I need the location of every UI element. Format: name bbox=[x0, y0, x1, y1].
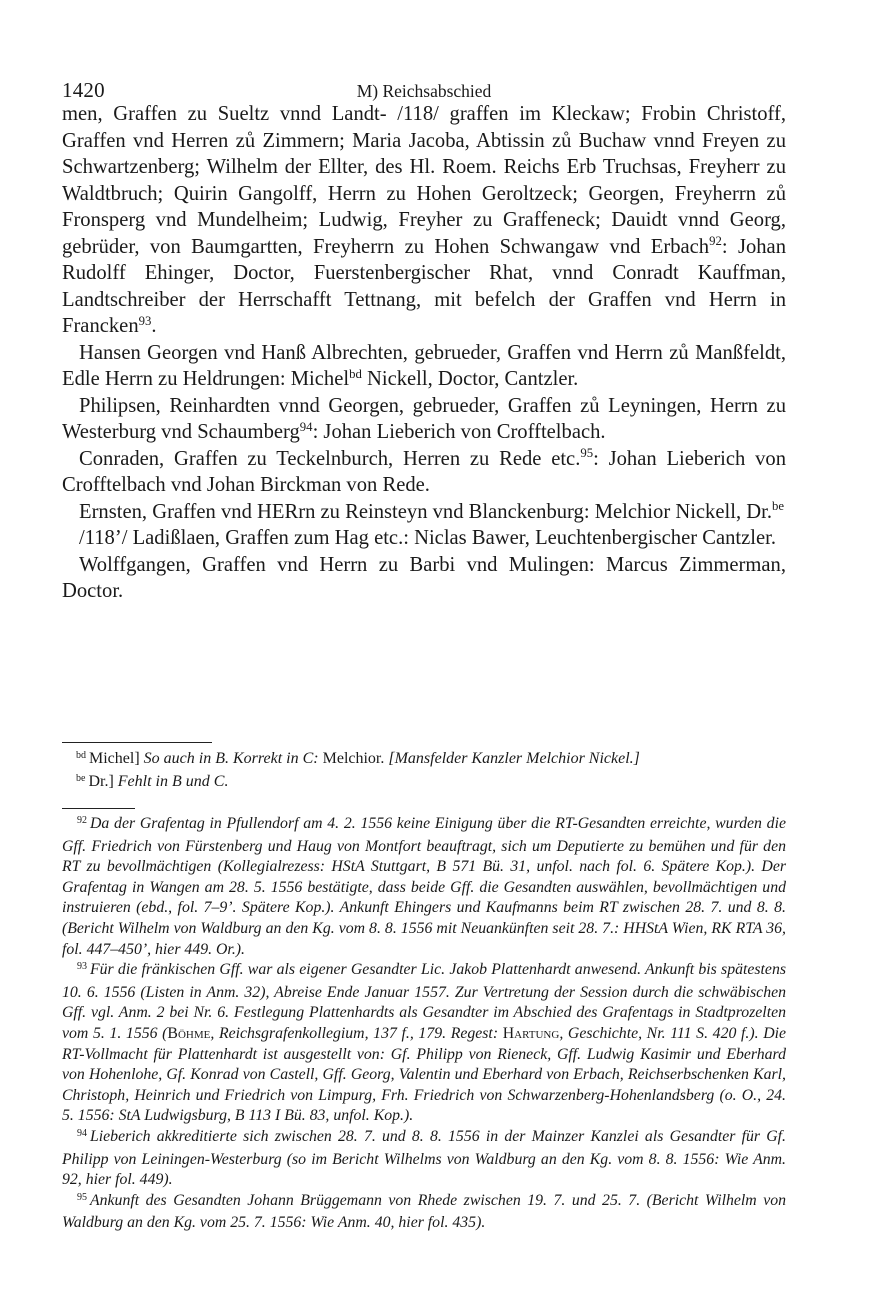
footnote-text: Ankunft des Gesandten Johann Brüggemann von Rhede zwischen 19. 7. und 25. 7. (Bericht Wilhelm von Waldburg an den Kg. vom 25. 7. 1556: Wie Anm. 40, hier fol. 435). bbox=[62, 1191, 786, 1232]
main-paragraph bbox=[62, 446, 786, 499]
apparatus-entry bbox=[62, 748, 786, 771]
paragraph-text: : Johan Lieberich von Crofftelbach vnd Johan Birckman von Rede. bbox=[62, 447, 787, 496]
running-head-title: M) Reichsabschied bbox=[356, 81, 492, 101]
footnote-number: 92 bbox=[77, 815, 87, 826]
paragraph-text: men, Graffen zu Sueltz vnnd Landt- /118/ graffen im Kleckaw; Frobin Christoff, Graffen vnd Herren zů Zimmern; Maria Jacoba, Abtissin zů Buchaw vnnd Freyen zu Schwartzenberg; Wilhelm der Ellter, des Hl. Roem. Reichs Erb Truchsas, Freyherr zu Waldtbruch; Quirin Gangolff, Herrn zu Hohen Geroltzeck; Georgen, Freyherrn zů Fronsperg vnd Mundelheim; Ludwig, Freyher zu Graffeneck; Dauidt vnnd Georg, gebrüder, von Baumgartten, Freyherrn zu Hohen Schwangaw vnd Erbach bbox=[62, 103, 786, 258]
author-name: Böhme bbox=[167, 1024, 211, 1042]
footnotes bbox=[62, 814, 786, 1234]
note-reference: bd bbox=[349, 366, 362, 381]
main-paragraph bbox=[62, 499, 786, 526]
footnote-text: , Geschichte, Nr. 111 S. 420 f.). Die RT-Vollmacht für Plattenhardt ist ausgestellt von: Gf. Philipp von Rieneck, Gff. Ludwig Kasimir und Eberhard von Hohenlohe, Gf. Konrad von Castell, Gff. Georg, Valentin und Eberhard von Erbach, Reichserbschenken Karl, Christoph, Heinrich und Friedrich von Limpurg, Frh. Friedrich von Schwarzenberg-Hohenlandsberg (o. O., 24. 5. 1556: StA Ludwigsburg, B 113 I Bü. 83, unfol. Kop.). bbox=[62, 1024, 786, 1125]
apparatus-lemma: Dr.] bbox=[88, 773, 114, 790]
footnote bbox=[62, 814, 786, 960]
apparatus-reading: Melchior. bbox=[318, 750, 389, 767]
author-name: Hartung bbox=[502, 1024, 560, 1042]
apparatus-entry bbox=[62, 771, 786, 794]
text-apparatus bbox=[62, 748, 786, 794]
note-reference: 95 bbox=[580, 446, 594, 461]
footnote-text: Lieberich akkreditierte sich zwischen 28. 7. und 8. 8. 1556 in der Mainzer Kanzlei als Gesandter für Gf. Philipp von Leiningen-Westerburg (so im Bericht Wilhelms von Waldburg an den Kg. vom 8. 8. 1556: Wie Anm. 92, hier fol. 449). bbox=[62, 1127, 786, 1189]
footnote-number: 94 bbox=[77, 1127, 87, 1139]
note-reference: 93 bbox=[138, 313, 152, 328]
paragraph-text: /118’/ Ladißlaen, Graffen zum Hag etc.: Niclas Bawer, Leuchtenbergischer Cantzler. bbox=[79, 527, 776, 549]
footnote-separator bbox=[62, 808, 135, 809]
footnote-text: Da der Grafentag in Pfullendorf am 4. 2. 1556 keine Einigung über die RT-Gesandten erreichte, wurden die Gff. Friedrich von Fürstenberg und Haug von Montfort beauftragt, sich um Deputierte zu bemühen und für den RT zu bevollmächtigen (Kollegialrezess: HStA Stuttgart, B 571 Bü. 31, unfol. nach fol. 6. Spätere Kop.). Der Grafentag in Wangen am 28. 5. 1556 bestätigte, dass beide Gff. die Gesandten auswählen, bevollmächtigen und instruieren (ebd., fol. 7–9’. Spätere Kop.). Ankunft Ehingers und Kaufmanns beim RT zwischen 28. 7. und 8. 8. (Bericht Wilhelm von Waldburg an den Kg. vom 8. 8. 1556 mit Neuankünften seit 28. 7.: HHStA Wien, RK RTA 36, fol. 447–450’, hier 449. Or.). bbox=[62, 815, 786, 958]
main-paragraph bbox=[62, 101, 786, 340]
main-text bbox=[62, 101, 786, 605]
paragraph-text: . bbox=[151, 315, 157, 337]
apparatus-mark: bd bbox=[76, 750, 86, 761]
apparatus-lemma: Michel] bbox=[89, 750, 140, 767]
footnote bbox=[62, 1191, 786, 1234]
note-reference: 94 bbox=[299, 419, 313, 434]
page-number: 1420 bbox=[62, 78, 105, 102]
paragraph-text: : Johan Lieberich von Crofftelbach. bbox=[312, 421, 606, 443]
paragraph-text: Ernsten, Graffen vnd HERrn zu Reinsteyn vnd Blanckenburg: Melchior Nickell, Dr. bbox=[79, 500, 772, 523]
paragraph-text: Philipsen, Reinhardten vnnd Georgen, gebrueder, Graffen zů Leyningen, Herrn zu Westerburg vnd Schaumberg bbox=[62, 394, 786, 443]
apparatus-note: So auch in B. Korrekt in C: bbox=[139, 750, 319, 767]
apparatus-mark: be bbox=[76, 773, 86, 784]
footnote-number: 93 bbox=[77, 961, 87, 973]
paragraph-text: Nickell, Doctor, Cantzler. bbox=[361, 368, 579, 390]
paragraph-text: Wolffgangen, Graffen vnd Herrn zu Barbi vnd Mulingen: Marcus Zimmerman, Doctor. bbox=[62, 553, 786, 602]
paragraph-text: : Johan Rudolff Ehinger, Doctor, Fuerstenbergischer Rhat, vnnd Conradt Kauffman, Landtschreiber der Herrschafft Tettnang, mit befelch der Graffen vnd Herrn in Francken bbox=[62, 235, 786, 337]
footnote-text: , Reichsgrafenkollegium, 137 f., 179. Regest: bbox=[210, 1024, 503, 1042]
main-paragraph bbox=[62, 552, 786, 605]
footnote bbox=[62, 1127, 786, 1191]
note-reference: be bbox=[771, 499, 785, 514]
apparatus-note: Fehlt in B und C. bbox=[113, 773, 229, 790]
footnote bbox=[62, 960, 786, 1127]
paragraph-text: Hansen Georgen vnd Hanß Albrechten, gebrueder, Graffen vnd Herrn zů Manßfeldt, Edle Herrn zu Heldrungen: Michel bbox=[62, 341, 786, 390]
note-reference: 92 bbox=[709, 234, 722, 249]
paragraph-text: Conraden, Graffen zu Teckelnburch, Herren zu Rede etc. bbox=[79, 447, 581, 470]
main-paragraph bbox=[62, 525, 786, 552]
apparatus-separator bbox=[62, 742, 212, 743]
main-paragraph bbox=[62, 340, 786, 393]
footnote-text: Für die fränkischen Gff. war als eigener Gesandter Lic. Jakob Plattenhardt anwesend. Ankunft bis spätestens 10. 6. 1556 (Listen in Anm. 32), Abreise Ende Januar 1557. Zur Vertretung der Session durch die schwäbischen Gff. vgl. Anm. 2 bei Nr. 6. Festlegung Plattenhardts als Gesandter im Abschied des Grafentags in Stadtprozelten vom 5. 1. 1556 ( bbox=[62, 961, 786, 1042]
apparatus-editorial-note: [Mansfelder Kanzler Melchior Nickel.] bbox=[388, 750, 640, 767]
footnote-number: 95 bbox=[77, 1191, 87, 1203]
main-paragraph bbox=[62, 393, 786, 446]
